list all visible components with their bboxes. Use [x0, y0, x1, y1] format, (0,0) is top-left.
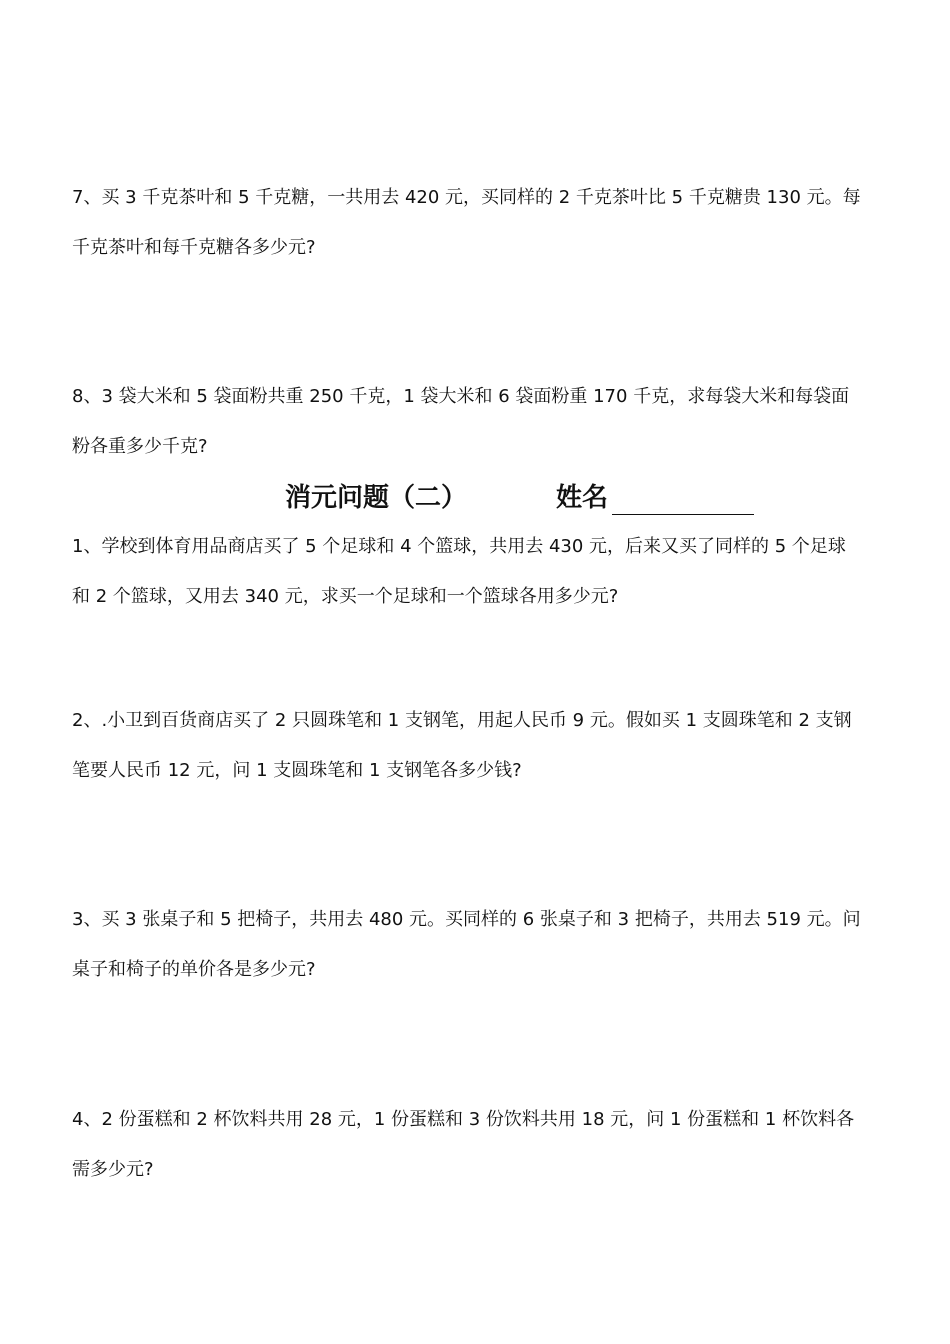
question-4-line-2: 需多少元?	[72, 1159, 154, 1180]
question-2-line-2: 笔要人民币 12 元，问 1 支圆珠笔和 1 支钢笔各多少钱?	[72, 760, 522, 781]
name-label: 姓名	[556, 483, 609, 513]
question-1-line-2: 和 2 个篮球，又用去 340 元，求买一个足球和一个篮球各用多少元?	[72, 586, 619, 607]
question-1-line-1: 1、学校到体育用品商店买了 5 个足球和 4 个篮球，共用去 430 元，后来又买了同样的 5 个足球	[72, 536, 846, 557]
section-header	[0, 478, 950, 518]
question-8-line-2: 粉各重多少千克?	[72, 436, 208, 457]
question-7-line-1: 7、买 3 千克茶叶和 5 千克糖，一共用去 420 元，买同样的 2 千克茶叶比 5 千克糖贵 130 元。每	[72, 187, 861, 208]
question-7-line-2: 千克茶叶和每千克糖各多少元?	[72, 237, 316, 258]
section-title: 消元问题（二）	[285, 483, 468, 513]
question-3-line-1: 3、买 3 张桌子和 5 把椅子，共用去 480 元。买同样的 6 张桌子和 3 把椅子，共用去 519 元。问	[72, 909, 861, 930]
question-2-line-1: 2、.小卫到百货商店买了 2 只圆珠笔和 1 支钢笔，用起人民币 9 元。假如买 1 支圆珠笔和 2 支钢	[72, 710, 852, 731]
question-3-line-2: 桌子和椅子的单价各是多少元?	[72, 959, 316, 980]
question-4-line-1: 4、2 份蛋糕和 2 杯饮料共用 28 元，1 份蛋糕和 3 份饮料共用 18 元，问 1 份蛋糕和 1 杯饮料各	[72, 1109, 855, 1130]
name-blank-line[interactable]	[612, 514, 754, 515]
question-8-line-1: 8、3 袋大米和 5 袋面粉共重 250 千克，1 袋大米和 6 袋面粉重 170 千克，求每袋大米和每袋面	[72, 386, 850, 407]
